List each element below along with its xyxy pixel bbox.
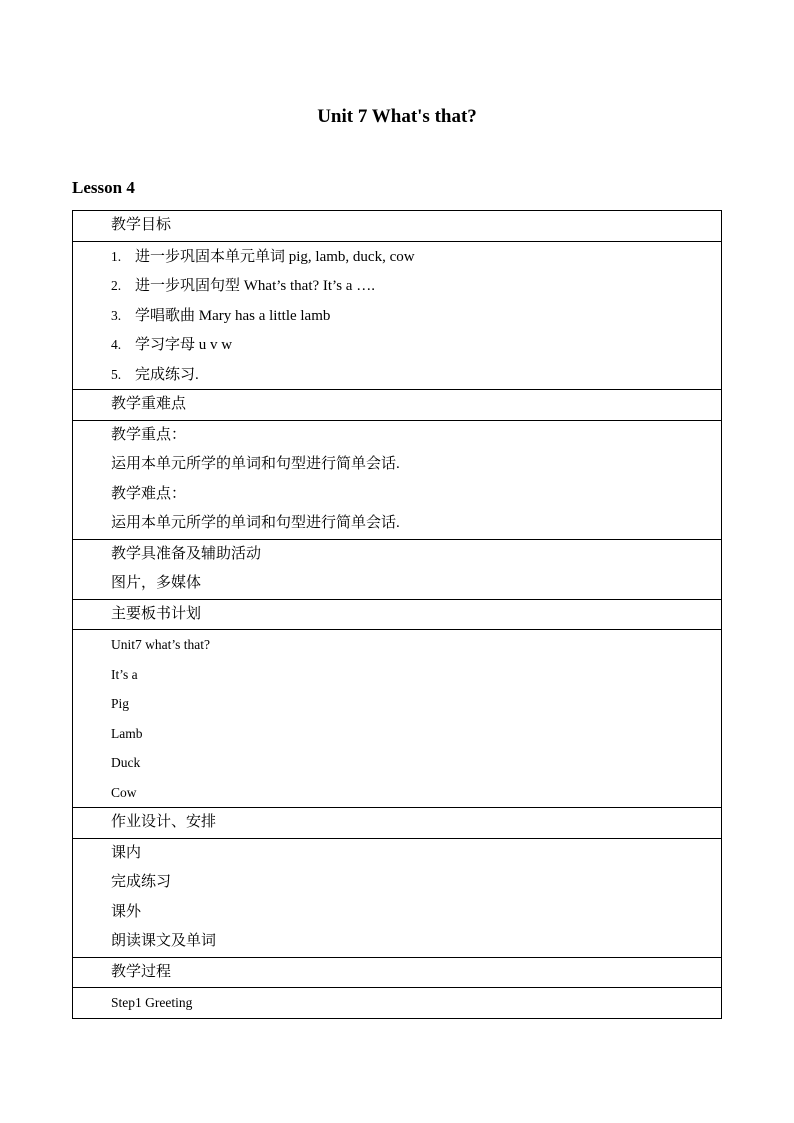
objective-item: 3. 学唱歌曲 Mary has a little lamb [111, 307, 331, 324]
board-plan-row [73, 630, 722, 808]
board-plan-line: Unit7 what’s that? [111, 637, 210, 652]
objectives-header-row [73, 211, 722, 242]
key-points-header: 教学重难点 [111, 396, 187, 412]
difficult-point-label: 教学难点： [111, 485, 187, 502]
board-plan-line: Cow [111, 784, 137, 800]
objectives-list [73, 241, 722, 390]
process-step: Step1 Greeting [111, 995, 193, 1010]
key-points-header-row [73, 390, 722, 421]
materials-header: 教学具准备及辅助活动 [111, 545, 262, 562]
key-points-row [73, 420, 722, 539]
process-header: 教学过程 [111, 963, 172, 980]
objective-item: 1. 进一步巩固本单元单词 pig, lamb, duck, cow [111, 248, 415, 265]
objective-item: 4. 学习字母 u v w [111, 337, 233, 353]
homework-line: 朗读课文及单词 [111, 933, 217, 949]
homework-line: 课内 [111, 844, 142, 861]
homework-header: 作业设计、安排 [111, 814, 217, 830]
key-point-text: 运用本单元所学的单词和句型进行简单会话. [111, 456, 400, 472]
key-point-label: 教学重点： [111, 426, 187, 443]
objective-item: 5. 完成练习. [111, 366, 199, 383]
board-plan-line: Duck [111, 755, 141, 770]
homework-line: 完成练习 [111, 874, 172, 890]
homework-header-row [73, 808, 722, 839]
objective-item: 2. 进一步巩固句型 What’s that? It’s a …. [111, 278, 375, 294]
lesson-plan-table [72, 210, 722, 1019]
board-plan-header-row [73, 599, 722, 630]
homework-row [73, 838, 722, 957]
materials-text: 图片，多媒体 [111, 575, 202, 591]
process-header-row [73, 957, 722, 988]
difficult-point-text: 运用本单元所学的单词和句型进行简单会话. [111, 515, 400, 531]
objectives-header: 教学目标 [111, 217, 172, 233]
document-title: Unit 7 What's that? [317, 106, 477, 127]
lesson-heading: Lesson 4 [72, 178, 135, 197]
process-row [73, 988, 722, 1019]
board-plan-line: It’s a [111, 666, 138, 682]
objectives-row [73, 241, 722, 390]
homework-line: 课外 [111, 903, 142, 920]
board-plan-line: Pig [111, 696, 130, 711]
board-plan-line: Lamb [111, 725, 143, 741]
board-plan-header: 主要板书计划 [111, 605, 202, 622]
materials-row [73, 539, 722, 599]
